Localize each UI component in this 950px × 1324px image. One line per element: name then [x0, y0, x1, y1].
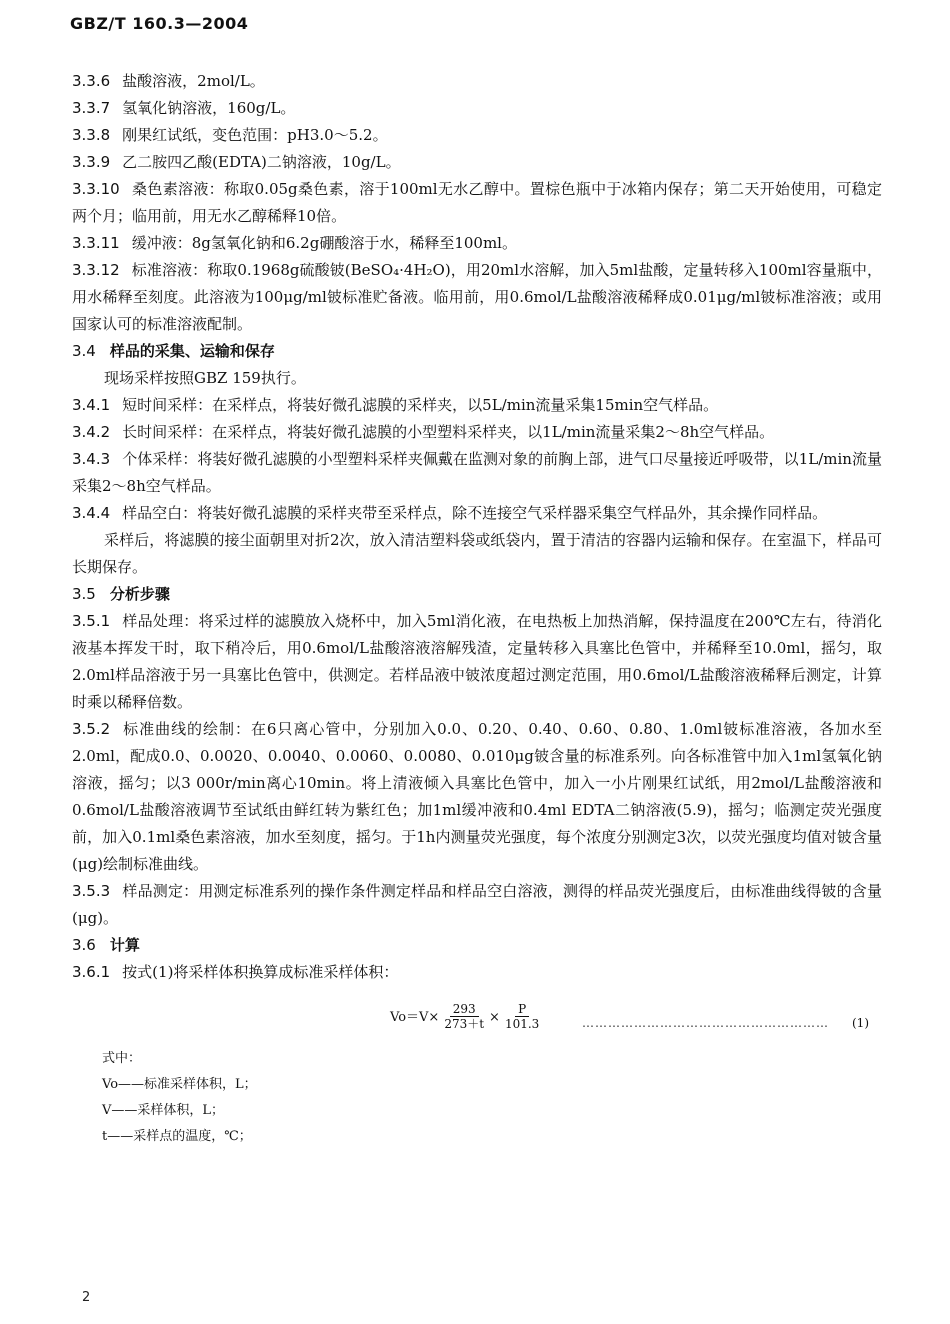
clause-paragraph	[72, 149, 882, 176]
clause-number: 3.5	[72, 585, 96, 603]
equation-number: (1)	[852, 1016, 869, 1030]
clause-text: 标准溶液：称取0.1968g硫酸铍(BeSO₄·4H₂O)，用20ml水溶解，加入5ml盐酸，定量转移入100ml容量瓶中，用水稀释至刻度。此溶液为100μg/ml铍标准贮备液。临用前，用0.6mol/L盐酸溶液稀释成0.01μg/ml铍标准溶液；或用国家认可的标准溶液配制。	[72, 261, 882, 333]
clause-number: 3.4	[72, 342, 96, 360]
formula-1	[72, 994, 882, 1036]
clause-number: 3.3.7	[72, 99, 111, 117]
clause-number: 3.3.9	[72, 153, 111, 171]
section-heading	[72, 932, 882, 959]
fraction-numerator: P	[515, 1002, 529, 1017]
clause-number: 3.6	[72, 936, 96, 954]
clause-text: 缓冲液：8g氢氧化钠和6.2g硼酸溶于水，稀释至100ml。	[131, 234, 517, 252]
clause-text: 样品测定：用测定标准系列的操作条件测定样品和样品空白溶液，测得的样品荧光强度后，由标准曲线得铍的含量(μg)。	[72, 882, 882, 927]
formula-leader-dots: …………………………………………………	[582, 1016, 829, 1030]
clause-text: 标准曲线的绘制：在6只离心管中，分别加入0.0、0.20、0.40、0.60、0.80、1.0ml铍标准溶液，各加水至2.0ml，配成0.0、0.0020、0.0040、0.0060、0.0080、0.010μg铍含量的标准系列。向各标准管中加入1ml氢氧化钠溶液，摇匀；以3 000r/min离心10min。将上清液倾入具塞比色管中，加入一小片刚果红试纸，用2mol/L盐酸溶液和0.6mol/L盐酸溶液调节至试纸由鲜红转为紫红色；加1ml缓冲液和0.4ml EDTA二钠溶液(5.9)，摇匀；临测定荧光强度前，加入0.1ml桑色素溶液，加水至刻度，摇匀。于1h内测量荧光强度，每个浓度分别测定3次，以荧光强度均值对铍含量(μg)绘制标准曲线。	[72, 720, 882, 873]
clause-paragraph	[72, 878, 882, 932]
clause-number: 3.3.8	[72, 126, 111, 144]
clause-text: 采样后，将滤膜的接尘面朝里对折2次，放入清洁塑料袋或纸袋内，置于清洁的容器内运输和保存。在室温下，样品可长期保存。	[72, 531, 882, 576]
clause-paragraph	[72, 122, 882, 149]
clause-paragraph	[72, 608, 882, 716]
page-number: 2	[82, 1290, 91, 1305]
clause-paragraph	[72, 257, 882, 338]
clause-text: 桑色素溶液：称取0.05g桑色素，溶于100ml无水乙醇中。置棕色瓶中于冰箱内保存；第二天开始使用，可稳定两个月；临用前，用无水乙醇稀释10倍。	[72, 180, 882, 225]
section-heading	[72, 581, 882, 608]
document-code-header: GBZ/T 160.3—2004	[70, 14, 249, 33]
clause-paragraph	[72, 419, 882, 446]
clause-number: 3.3.6	[72, 72, 111, 90]
fraction-denominator: 273＋t	[444, 1017, 485, 1031]
clause-number: 3.4.2	[72, 423, 111, 441]
formula-fraction-pressure	[502, 1002, 542, 1032]
clause-paragraph	[72, 500, 882, 527]
clause-paragraph	[72, 176, 882, 230]
clause-paragraph	[72, 392, 882, 419]
clause-number: 3.3.12	[72, 261, 120, 279]
clause-number: 3.5.2	[72, 720, 111, 738]
clause-paragraph	[72, 527, 882, 581]
clause-number: 3.6.1	[72, 963, 111, 981]
page-body	[72, 68, 882, 1150]
clause-text: 样品的采集、运输和保存	[109, 342, 275, 360]
section-heading	[72, 338, 882, 365]
clause-text: 计算	[109, 936, 140, 954]
clause-text: 刚果红试纸，变色范围：pH3.0～5.2。	[122, 126, 388, 144]
fraction-denominator: 101.3	[504, 1017, 540, 1031]
formula-expression	[390, 1002, 544, 1032]
formula-variable-list	[72, 1046, 882, 1150]
clause-paragraph	[72, 95, 882, 122]
formula-times: ×	[489, 1009, 500, 1025]
clause-number: 3.4.1	[72, 396, 111, 414]
clause-paragraph	[72, 446, 882, 500]
clause-text: 分析步骤	[109, 585, 170, 603]
clause-paragraph	[72, 230, 882, 257]
formula-fraction-temperature	[441, 1002, 487, 1032]
clause-paragraph	[72, 68, 882, 95]
clause-number: 3.3.10	[72, 180, 120, 198]
paragraph-list	[72, 68, 882, 986]
clause-number: 3.5.1	[72, 612, 111, 630]
clause-text: 氢氧化钠溶液，160g/L。	[122, 99, 296, 117]
clause-number: 3.4.4	[72, 504, 111, 522]
clause-number: 3.3.11	[72, 234, 120, 252]
variable-definition: Vo——标准采样体积，L；	[102, 1077, 257, 1092]
clause-paragraph	[72, 716, 882, 878]
clause-paragraph	[72, 959, 882, 986]
clause-text: 短时间采样：在采样点，将装好微孔滤膜的采样夹，以5L/min流量采集15min空气样品。	[122, 396, 719, 414]
clause-text: 长时间采样：在采样点，将装好微孔滤膜的小型塑料采样夹，以1L/min流量采集2～8h空气样品。	[122, 423, 775, 441]
clause-paragraph	[72, 365, 882, 392]
clause-text: 乙二胺四乙酸(EDTA)二钠溶液，10g/L。	[122, 153, 401, 171]
clause-text: 样品空白：将装好微孔滤膜的采样夹带至采样点，除不连接空气采样器采集空气样品外，其余操作同样品。	[122, 504, 828, 522]
formula-lhs: Vo＝V×	[390, 1009, 440, 1025]
where-intro: 式中：	[102, 1051, 142, 1066]
clause-text: 样品处理：将采过样的滤膜放入烧杯中，加入5ml消化液，在电热板上加热消解，保持温度在200℃左右，待消化液基本挥发干时，取下稍冷后，用0.6mol/L盐酸溶液溶解残渣，定量转移入具塞比色管中，并稀释至10.0ml，摇匀，取2.0ml样品溶液于另一具塞比色管中，供测定。若样品液中铍浓度超过测定范围，用0.6mol/L盐酸溶液稀释后测定，计算时乘以稀释倍数。	[72, 612, 882, 711]
clause-text: 现场采样按照GBZ 159执行。	[104, 369, 306, 387]
clause-text: 个体采样：将装好微孔滤膜的小型塑料采样夹佩戴在监测对象的前胸上部，进气口尽量接近呼吸带，以1L/min流量采集2～8h空气样品。	[72, 450, 882, 495]
clause-text: 盐酸溶液，2mol/L。	[122, 72, 265, 90]
variable-definition: t——采样点的温度，℃；	[102, 1129, 252, 1144]
variable-definition: V——采样体积，L；	[102, 1103, 225, 1118]
clause-text: 按式(1)将采样体积换算成标准采样体积：	[122, 963, 399, 981]
clause-number: 3.4.3	[72, 450, 111, 468]
fraction-numerator: 293	[450, 1002, 479, 1017]
clause-number: 3.5.3	[72, 882, 111, 900]
